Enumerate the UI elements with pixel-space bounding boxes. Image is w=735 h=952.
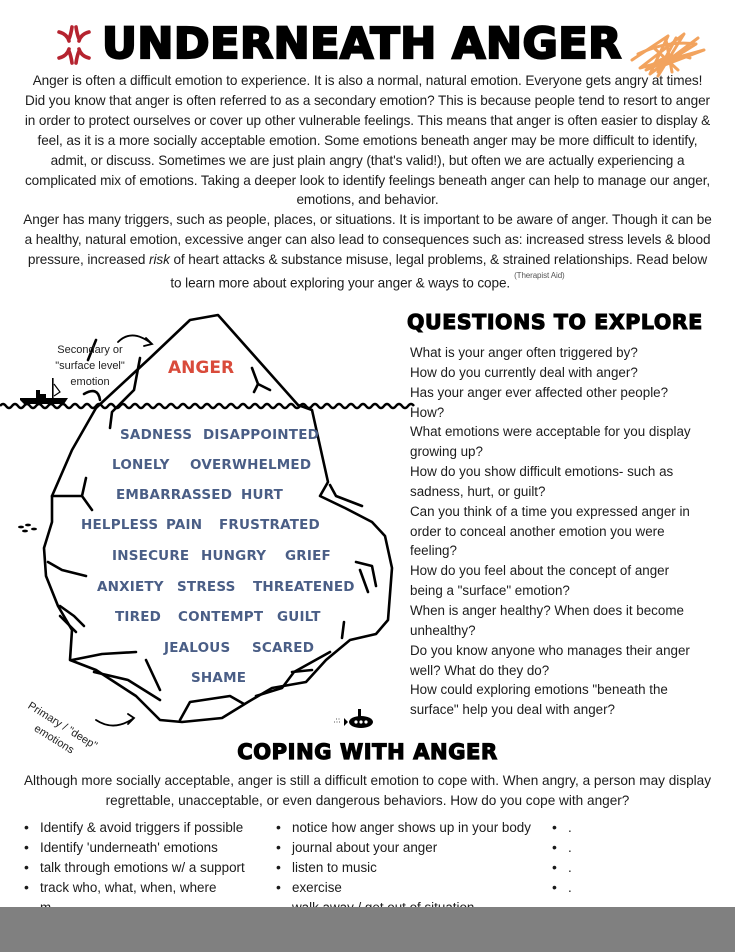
coping-text: Although more socially acceptable, anger is still a difficult emotion to cope with. When angry, a person may display regrettable, unacceptable, or even dangerous behaviors. How do you cope with anger? xyxy=(23,773,712,808)
emotion-label: SHAME xyxy=(191,670,247,686)
coping-tip: • exercise xyxy=(276,878,531,898)
questions-heading: QUESTIONS TO EXPLORE xyxy=(407,310,703,334)
question-line: unhealthy? xyxy=(410,622,476,638)
coping-tip: • notice how anger shows up in your body xyxy=(276,818,531,838)
emotion-label: SCARED xyxy=(252,640,315,656)
question-line: surface" help you deal with anger? xyxy=(410,702,615,718)
question-line: Do you know anyone who manages their anger xyxy=(410,642,690,658)
question-line: Has your anger ever affected other people? xyxy=(410,384,669,400)
coping-tips-column-3 xyxy=(552,818,572,898)
emotion-label: PAIN xyxy=(166,517,203,533)
annotation-primary: Primary / "deep" emotions xyxy=(25,699,100,757)
emotion-label: GUILT xyxy=(277,609,321,625)
emotion-label: INSECURE xyxy=(112,548,190,564)
emotion-label: EMBARRASSED xyxy=(116,487,233,503)
page-title: UNDERNEATH ANGER xyxy=(102,19,622,69)
title-bar xyxy=(0,14,735,74)
coping-tip: • talk through emotions w/ a support xyxy=(24,858,245,878)
intro-paragraph-2-part-b: of heart attacks & substance misuse, legal problems, & strained relationships. Read below to learn more about exploring your anger & ways to cope. xyxy=(169,252,708,291)
coping-tip: • Identify & avoid triggers if possible xyxy=(24,818,245,838)
emotion-label: HURT xyxy=(241,487,284,503)
gray-overlay-bar xyxy=(0,907,735,952)
question-line: sadness, hurt, or guilt? xyxy=(410,483,546,499)
questions-section xyxy=(407,308,730,720)
coping-tip-blank: • . xyxy=(552,818,572,838)
questions-list xyxy=(410,343,730,720)
question-line: What emotions were acceptable for you display xyxy=(410,424,691,440)
coping-tip: • journal about your anger xyxy=(276,838,531,858)
intro-paragraph-2-emphasis: risk xyxy=(149,252,170,268)
emotion-label: FRUSTRATED xyxy=(219,517,320,533)
emotion-label: STRESS xyxy=(177,579,236,595)
question-line: well? What do they do? xyxy=(410,662,550,678)
intro-text xyxy=(22,71,713,294)
emotion-label: OVERWHELMED xyxy=(190,457,312,473)
question-line: How do you show difficult emotions- such as xyxy=(410,464,674,480)
question-line: How do you feel about the concept of anger xyxy=(410,563,670,579)
anger-vein-icon xyxy=(53,24,95,66)
intro-paragraph-2-part-a: Anger has many triggers, such as people, places, or situations. It is important to be aware of anger. Though it can be a healthy, natural emotion, excessive anger can also lead to consequences such as: increased stress levels & blood pressure, increased xyxy=(23,212,712,268)
question-line: being a "surface" emotion? xyxy=(410,583,570,599)
intro-paragraph-1: Anger is often a difficult emotion to experience. It is also a normal, natural emotion. Everyone gets angry at times! Did you know that anger is often referred to as a secondary emotion? This is because people tend to resort to anger in order to protect ourselves or cover up other vulnerable feelings. This means that anger is often easier to display & feel, as it is a more socially acceptable emotion. Some emotions beneath anger may be more difficult to identify, admit, or discuss. Sometimes we are just plain angry (that's valid!), but often we are actually experiencing a complicated mix of emotions. Taking a deeper look to identify feelings beneath anger can help to manage our anger, emotions, and behavior. xyxy=(24,73,711,208)
question-line: When is anger healthy? When does it become xyxy=(410,602,684,618)
coping-tips-column-1 xyxy=(24,818,245,898)
water-line xyxy=(0,404,414,408)
question-line: feeling? xyxy=(410,543,457,559)
question-line: How do you currently deal with anger? xyxy=(410,364,638,380)
emotion-label: LONELY xyxy=(112,457,170,473)
intro-paragraph-2 xyxy=(22,210,713,293)
arrow-primary xyxy=(96,714,134,726)
annotation-secondary: Secondary or "surface level" emotion xyxy=(55,344,125,388)
emotion-label: SADNESS xyxy=(120,427,193,443)
coping-tip-blank: • . xyxy=(552,838,572,858)
emotion-label: ANXIETY xyxy=(97,579,164,595)
emotion-label: TIRED xyxy=(115,609,162,625)
emotion-label: HUNGRY xyxy=(201,548,267,564)
question-line: Can you think of a time you expressed anger in xyxy=(410,503,690,519)
emotion-label: JEALOUS xyxy=(164,640,231,656)
question-line: How? xyxy=(410,404,445,420)
coping-tip-blank: • . xyxy=(552,878,572,898)
coping-tip: • Identify 'underneath' emotions xyxy=(24,838,245,858)
coping-heading: COPING WITH ANGER xyxy=(237,740,498,764)
emotion-label: THREATENED xyxy=(253,579,355,595)
coping-tip: • listen to music xyxy=(276,858,531,878)
question-line: What is your anger often triggered by? xyxy=(410,345,638,360)
question-line: growing up? xyxy=(410,444,483,460)
emotion-label: CONTEMPT xyxy=(178,609,264,625)
surface-emotion-anger: ANGER xyxy=(168,358,235,378)
iceberg-diagram xyxy=(0,300,420,740)
coping-tip-blank: • . xyxy=(552,858,572,878)
coping-tips-column-2 xyxy=(276,818,531,898)
emotion-label: HELPLESS xyxy=(81,517,159,533)
question-line: order to conceal another emotion you were xyxy=(410,523,665,539)
fish-school-icon xyxy=(18,524,37,533)
citation: (Therapist Aid) xyxy=(514,271,565,281)
emotion-label: GRIEF xyxy=(285,548,331,564)
coping-tip: • track who, what, when, where xyxy=(24,878,245,898)
submarine-icon xyxy=(334,709,373,728)
emotion-label: DISAPPOINTED xyxy=(203,427,320,443)
question-line: How could exploring emotions "beneath the xyxy=(410,682,668,698)
